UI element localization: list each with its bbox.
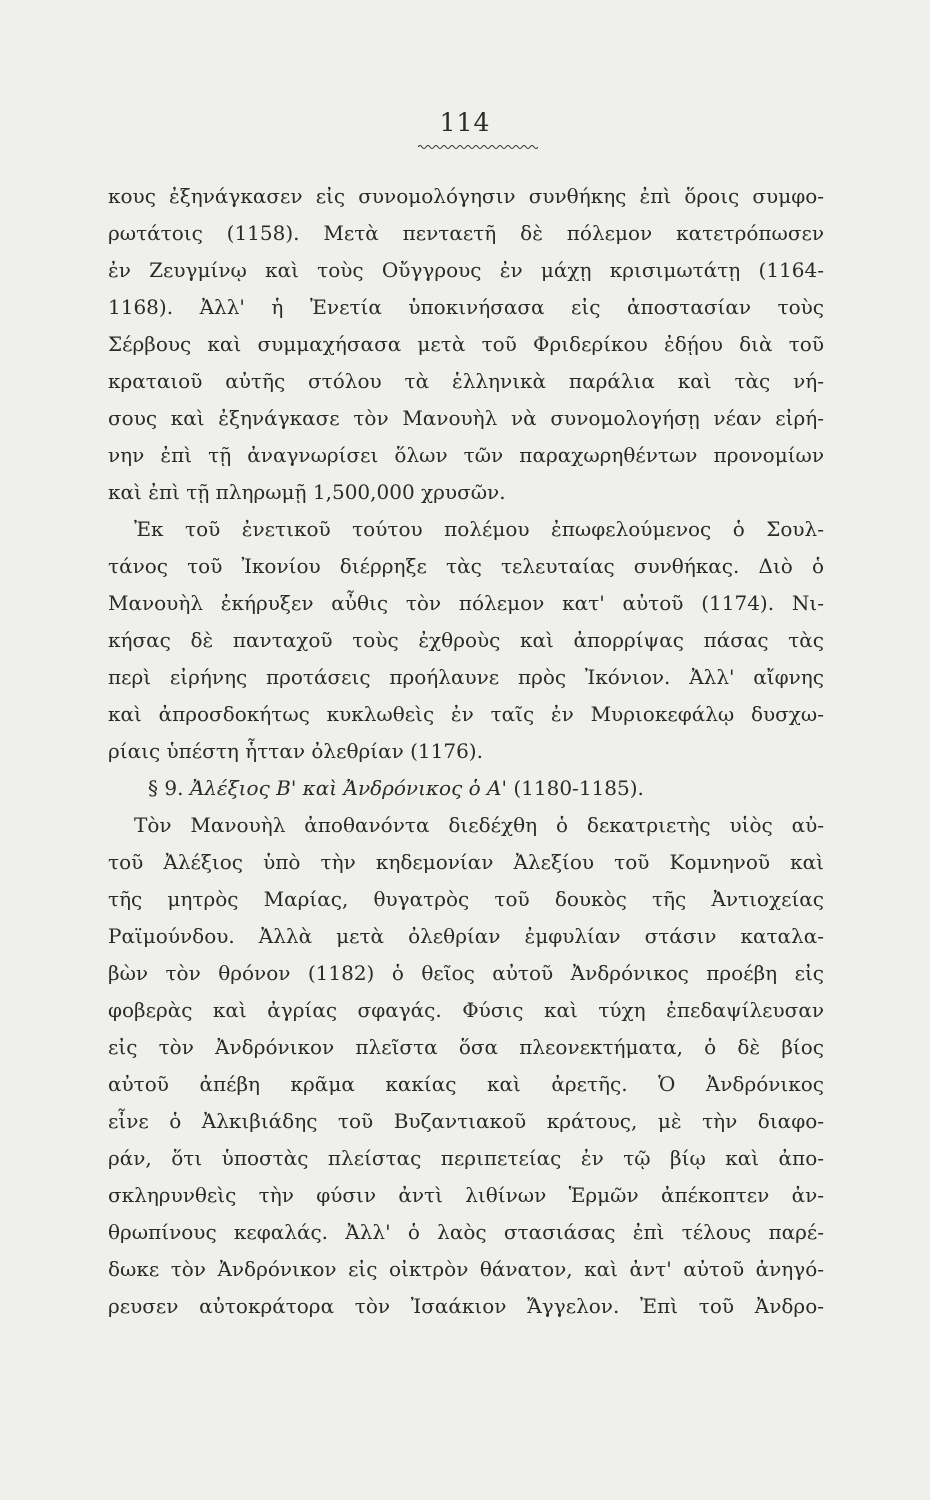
text-line: τάνος τοῦ Ἰκονίου διέρρηξε τὰς τελευταίας συνθήκας. Διὸ ὁ [108,554,824,578]
text-line: ρίαις ὑπέστη ἧτταν ὀλεθρίαν (1176). [108,739,483,763]
text-line: καὶ ἐπὶ τῇ πληρωμῇ 1,500,000 χρυσῶν. [108,480,506,504]
section-title: Ἀλέξιος Β' καὶ Ἀνδρόνικος ὁ Α' [189,776,507,800]
decorative-wavy-rule [418,144,538,150]
text-line: ράν, ὅτι ὑποστὰς πλείστας περιπετείας ἐν τῷ βίῳ καὶ ἀπο- [108,1146,824,1170]
text-line: Μανουὴλ ἐκήρυξεν αὖθις τὸν πόλεμον κατ' αὐτοῦ (1174). Νι- [108,591,824,615]
text-line: 1168). Ἀλλ' ἡ Ἐνετία ὑποκινήσασα εἰς ἀποστασίαν τοὺς [108,295,824,319]
section-heading [108,770,824,807]
paragraph [108,178,824,511]
text-line: θρωπίνους κεφαλάς. Ἀλλ' ὁ λαὸς στασιάσας ἐπὶ τέλους παρέ- [108,1220,824,1244]
text-line: σκληρυνθεὶς τὴν φύσιν ἀντὶ λιθίνων Ἑρμῶν ἀπέκοπτεν ἀν- [108,1183,824,1207]
section-number: § 9. [148,776,184,800]
text-line: κους ἐξηνάγκασεν εἰς συνομολόγησιν συνθήκης ἐπὶ ὅροις συμφο- [108,184,824,208]
text-line: εἶνε ὁ Ἀλκιβιάδης τοῦ Βυζαντιακοῦ κράτους, μὲ τὴν διαφο- [108,1109,824,1133]
text-line: τοῦ Ἀλέξιος ὑπὸ τὴν κηδεμονίαν Ἀλεξίου τοῦ Κομνηνοῦ καὶ [108,850,824,874]
text-line: βὼν τὸν θρόνον (1182) ὁ θεῖος αὐτοῦ Ἀνδρόνικος προέβη εἰς [108,961,824,985]
text-line: φοβερὰς καὶ ἀγρίας σφαγάς. Φύσις καὶ τύχη ἐπεδαψίλευσαν [108,998,824,1022]
text-line: καὶ ἀπροσδοκήτως κυκλωθεὶς ἐν ταῖς ἐν Μυριοκεφάλῳ δυσχω- [108,702,824,726]
text-line: Σέρβους καὶ συμμαχήσασα μετὰ τοῦ Φριδερίκου ἐδῄου διὰ τοῦ [108,332,824,356]
text-line: Ἐκ τοῦ ἐνετικοῦ τούτου πολέμου ἐπωφελούμενος ὁ Σουλ- [134,517,824,541]
text-line: κραταιοῦ αὐτῆς στόλου τὰ ἑλληνικὰ παράλια καὶ τὰς νή- [108,369,824,393]
text-line: αὐτοῦ ἀπέβη κρᾶμα κακίας καὶ ἀρετῆς. Ὁ Ἀνδρόνικος [108,1072,824,1096]
text-line: τῆς μητρὸς Μαρίας, θυγατρὸς τοῦ δουκὸς τῆς Ἀντιοχείας [108,887,824,911]
text-line: περὶ εἰρήνης προτάσεις προήλαυνε πρὸς Ἰκόνιον. Ἀλλ' αἴφνης [108,665,824,689]
text-line: κήσας δὲ πανταχοῦ τοὺς ἐχθροὺς καὶ ἀπορρίψας πάσας τὰς [108,628,824,652]
body-text [108,178,824,1325]
text-line: δωκε τὸν Ἀνδρόνικον εἰς οἰκτρὸν θάνατον, καὶ ἀντ' αὐτοῦ ἀνηγό- [108,1257,824,1281]
text-line: Ραϊμούνδου. Ἀλλὰ μετὰ ὀλεθρίαν ἐμφυλίαν στάσιν καταλα- [108,924,824,948]
paragraph [108,807,824,1325]
paragraph [108,511,824,770]
text-line: νην ἐπὶ τῇ ἀναγνωρίσει ὅλων τῶν παραχωρηθέντων προνομίων [108,443,824,467]
text-line: εἰς τὸν Ἀνδρόνικον πλεῖστα ὅσα πλεονεκτήματα, ὁ δὲ βίος [108,1035,824,1059]
text-line: Τὸν Μανουὴλ ἀποθανόντα διεδέχθη ὁ δεκατριετὴς υἱὸς αὐ- [134,813,824,837]
text-line: σους καὶ ἐξηνάγκασε τὸν Μανουὴλ νὰ συνομολογήσῃ νέαν εἰρή- [108,406,824,430]
page-number: 114 [439,108,491,137]
text-line: ἐν Ζευγμίνῳ καὶ τοὺς Οὔγγρους ἐν μάχῃ κρισιμωτάτῃ (1164- [108,258,824,282]
text-line: ρευσεν αὐτοκράτορα τὸν Ἰσαάκιον Ἄγγελον. Ἐπὶ τοῦ Ἀνδρο- [108,1294,824,1318]
text-line: ρωτάτοις (1158). Μετὰ πενταετῆ δὲ πόλεμον κατετρόπωσεν [108,221,824,245]
section-dates: (1180-1185). [513,776,644,800]
